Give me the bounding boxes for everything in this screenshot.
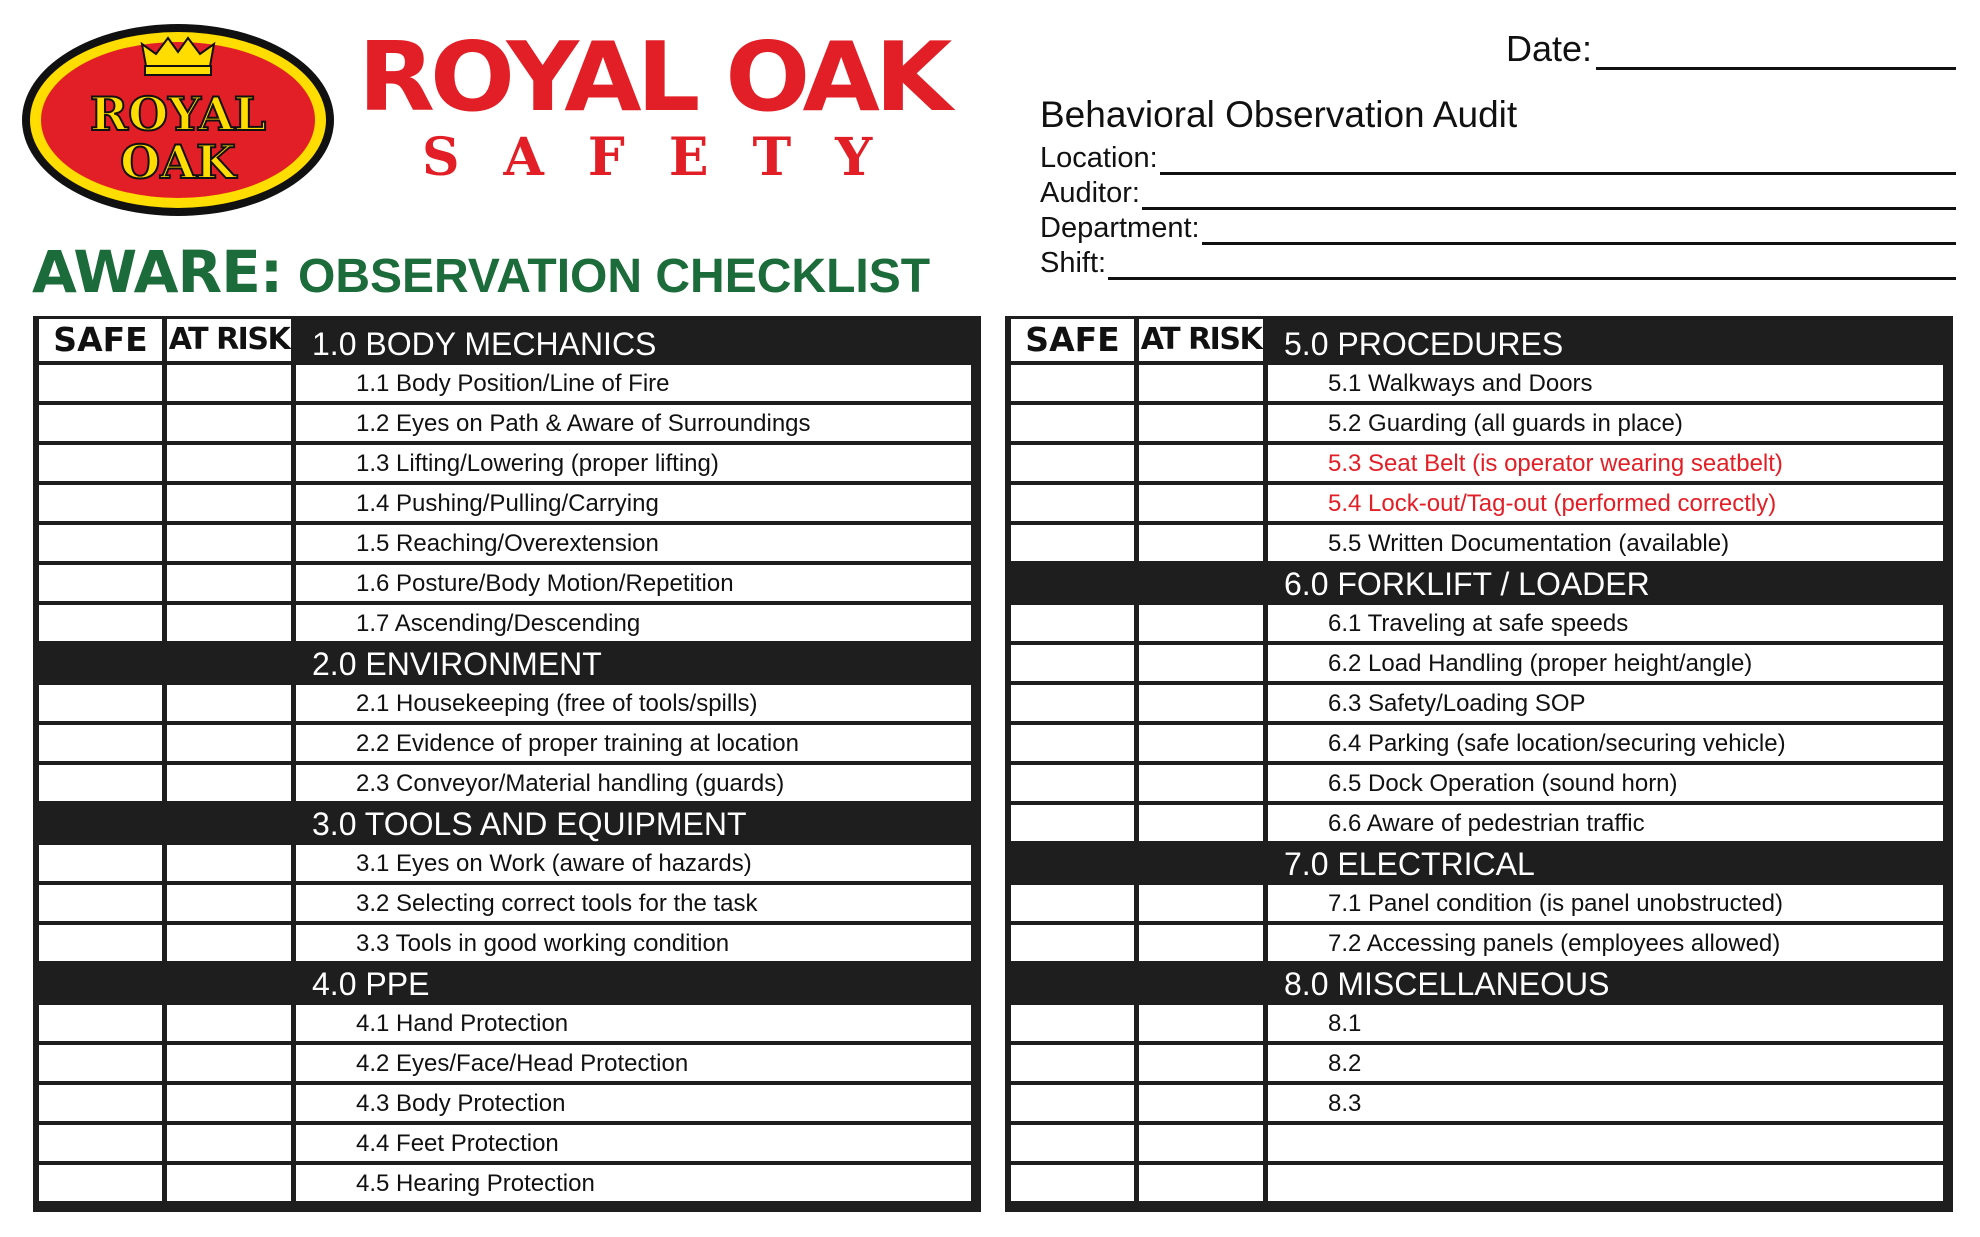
column-header-at-risk: AT RISK bbox=[1139, 319, 1263, 361]
location-field bbox=[1040, 141, 1956, 175]
checklist-item-label: 5.1 Walkways and Doors bbox=[1328, 370, 1593, 397]
safe-checkbox-cell[interactable] bbox=[1011, 805, 1134, 841]
at-risk-checkbox-cell[interactable] bbox=[1139, 525, 1263, 561]
checklist-panel-left bbox=[33, 316, 981, 1212]
checklist-item-label: 3.3 Tools in good working condition bbox=[356, 930, 730, 957]
safe-checkbox-cell[interactable] bbox=[1011, 1085, 1134, 1121]
at-risk-checkbox-cell[interactable] bbox=[167, 485, 291, 521]
checklist-item-label: 2.3 Conveyor/Material handling (guards) bbox=[356, 770, 785, 797]
safe-checkbox-cell[interactable] bbox=[1011, 365, 1134, 401]
checklist-item-label: 6.1 Traveling at safe speeds bbox=[1328, 610, 1629, 637]
field-label: Department: bbox=[1040, 212, 1200, 244]
audit-title: Behavioral Observation Audit bbox=[1040, 94, 1518, 135]
checklist-item-label: 4.1 Hand Protection bbox=[356, 1010, 569, 1037]
at-risk-checkbox-cell[interactable] bbox=[1139, 685, 1263, 721]
at-risk-checkbox-cell[interactable] bbox=[1139, 765, 1263, 801]
safe-checkbox-cell[interactable] bbox=[39, 1005, 162, 1041]
checklist-item-label: 8.1 bbox=[1328, 1010, 1362, 1037]
at-risk-checkbox-cell[interactable] bbox=[167, 1165, 291, 1201]
at-risk-checkbox-cell[interactable] bbox=[1139, 1165, 1263, 1201]
at-risk-checkbox-cell[interactable] bbox=[167, 725, 291, 761]
date-label: Date: bbox=[1506, 28, 1593, 69]
at-risk-checkbox-cell[interactable] bbox=[167, 885, 291, 921]
at-risk-checkbox-cell[interactable] bbox=[1139, 605, 1263, 641]
item-cell bbox=[1268, 1005, 1943, 1041]
safe-checkbox-cell[interactable] bbox=[1011, 525, 1134, 561]
checklist-item-label: 5.5 Written Documentation (available) bbox=[1328, 530, 1730, 557]
checklist-panel-right bbox=[1005, 316, 1953, 1212]
checklist-item-label: 1.7 Ascending/Descending bbox=[356, 610, 641, 637]
section-header: 8.0 MISCELLANEOUS bbox=[1284, 966, 1610, 1002]
section-header: 7.0 ELECTRICAL bbox=[1284, 846, 1535, 882]
svg-text:OAK: OAK bbox=[120, 135, 236, 189]
location-input-line[interactable] bbox=[1160, 146, 1956, 175]
svg-text:ROYAL: ROYAL bbox=[89, 87, 267, 141]
safe-checkbox-cell[interactable] bbox=[39, 765, 162, 801]
at-risk-checkbox-cell[interactable] bbox=[167, 605, 291, 641]
checklist-item-label: 4.2 Eyes/Face/Head Protection bbox=[356, 1050, 689, 1077]
at-risk-checkbox-cell[interactable] bbox=[1139, 925, 1263, 961]
auditor-input-line[interactable] bbox=[1142, 181, 1956, 210]
checklist-item-label: 7.1 Panel condition (is panel unobstructed) bbox=[1328, 890, 1783, 917]
safe-checkbox-cell[interactable] bbox=[39, 685, 162, 721]
checklist-item-label: 6.2 Load Handling (proper height/angle) bbox=[1328, 650, 1753, 677]
checklist-item-label: 6.4 Parking (safe location/securing vehicle) bbox=[1328, 730, 1786, 757]
at-risk-checkbox-cell[interactable] bbox=[1139, 1125, 1263, 1161]
at-risk-checkbox-cell[interactable] bbox=[1139, 445, 1263, 481]
safe-checkbox-cell[interactable] bbox=[39, 525, 162, 561]
checklist-item-label: 8.2 bbox=[1328, 1050, 1362, 1077]
safe-checkbox-cell[interactable] bbox=[39, 1165, 162, 1201]
item-cell bbox=[1268, 1045, 1943, 1081]
checklist-item-label: 6.5 Dock Operation (sound horn) bbox=[1328, 770, 1678, 797]
brand-title: ROYAL OAK bbox=[358, 21, 948, 133]
at-risk-checkbox-cell[interactable] bbox=[1139, 405, 1263, 441]
safe-checkbox-cell[interactable] bbox=[1011, 1045, 1134, 1081]
safe-checkbox-cell[interactable] bbox=[1011, 645, 1134, 681]
at-risk-checkbox-cell[interactable] bbox=[167, 445, 291, 481]
at-risk-checkbox-cell[interactable] bbox=[1139, 805, 1263, 841]
at-risk-checkbox-cell[interactable] bbox=[167, 405, 291, 441]
checklist-title-text: OBSERVATION CHECKLIST bbox=[298, 250, 931, 303]
checklist-item-label: 6.6 Aware of pedestrian traffic bbox=[1328, 810, 1645, 837]
field-label: Shift: bbox=[1040, 247, 1107, 279]
section-header: 2.0 ENVIRONMENT bbox=[312, 646, 602, 682]
safe-checkbox-cell[interactable] bbox=[39, 365, 162, 401]
safe-checkbox-cell[interactable] bbox=[1011, 725, 1134, 761]
at-risk-checkbox-cell[interactable] bbox=[167, 925, 291, 961]
checklist-item-label: 4.5 Hearing Protection bbox=[356, 1170, 595, 1197]
checklist-item-label: 3.2 Selecting correct tools for the task bbox=[356, 890, 758, 917]
shift-input-line[interactable] bbox=[1108, 251, 1956, 280]
safe-checkbox-cell[interactable] bbox=[39, 405, 162, 441]
at-risk-checkbox-cell[interactable] bbox=[1139, 365, 1263, 401]
checklist-title-bold: AWARE: bbox=[32, 238, 283, 306]
section-header: 6.0 FORKLIFT / LOADER bbox=[1284, 566, 1650, 602]
safe-checkbox-cell[interactable] bbox=[1011, 1005, 1134, 1041]
safe-checkbox-cell[interactable] bbox=[39, 725, 162, 761]
at-risk-checkbox-cell[interactable] bbox=[167, 765, 291, 801]
at-risk-checkbox-cell[interactable] bbox=[1139, 885, 1263, 921]
brand-subtitle: SAFETY bbox=[422, 127, 917, 188]
checklist-item-label: 3.1 Eyes on Work (aware of hazards) bbox=[356, 850, 752, 877]
item-cell bbox=[1268, 1125, 1943, 1161]
checklist-item-label: 5.3 Seat Belt (is operator wearing seatbelt) bbox=[1328, 450, 1783, 477]
auditor-field bbox=[1040, 176, 1956, 210]
safe-checkbox-cell[interactable] bbox=[39, 1125, 162, 1161]
checklist-item-label: 1.3 Lifting/Lowering (proper lifting) bbox=[356, 450, 719, 477]
at-risk-checkbox-cell[interactable] bbox=[1139, 645, 1263, 681]
safe-checkbox-cell[interactable] bbox=[1011, 885, 1134, 921]
item-cell bbox=[1268, 1085, 1943, 1121]
section-header: 1.0 BODY MECHANICS bbox=[312, 326, 657, 362]
checklist-item-label: 2.2 Evidence of proper training at location bbox=[356, 730, 799, 757]
section-header: 3.0 TOOLS AND EQUIPMENT bbox=[312, 806, 747, 842]
date-input-line[interactable] bbox=[1596, 37, 1956, 70]
section-header: 4.0 PPE bbox=[312, 966, 430, 1002]
safe-checkbox-cell[interactable] bbox=[1011, 445, 1134, 481]
checklist-item-label: 1.1 Body Position/Line of Fire bbox=[356, 370, 670, 397]
safe-checkbox-cell[interactable] bbox=[39, 925, 162, 961]
safe-checkbox-cell[interactable] bbox=[39, 445, 162, 481]
safe-checkbox-cell[interactable] bbox=[39, 845, 162, 881]
section-header: 5.0 PROCEDURES bbox=[1284, 326, 1564, 362]
checklist-item-label: 1.4 Pushing/Pulling/Carrying bbox=[356, 490, 659, 517]
at-risk-checkbox-cell[interactable] bbox=[1139, 725, 1263, 761]
safe-checkbox-cell[interactable] bbox=[1011, 605, 1134, 641]
checklist-item-label: 7.2 Accessing panels (employees allowed) bbox=[1328, 930, 1781, 957]
at-risk-checkbox-cell[interactable] bbox=[167, 565, 291, 601]
royal-oak-logo bbox=[18, 18, 338, 218]
column-header-safe: SAFE bbox=[1011, 319, 1134, 361]
at-risk-checkbox-cell[interactable] bbox=[1139, 485, 1263, 521]
checklist-item-label: 4.4 Feet Protection bbox=[356, 1130, 559, 1157]
safe-checkbox-cell[interactable] bbox=[1011, 1125, 1134, 1161]
safe-checkbox-cell[interactable] bbox=[1011, 925, 1134, 961]
safe-checkbox-cell[interactable] bbox=[1011, 685, 1134, 721]
checklist-title bbox=[32, 238, 931, 306]
checklist-item-label: 5.4 Lock-out/Tag-out (performed correctly) bbox=[1328, 490, 1777, 517]
at-risk-checkbox-cell[interactable] bbox=[167, 1085, 291, 1121]
checklist-item-label: 8.3 bbox=[1328, 1090, 1362, 1117]
safe-checkbox-cell[interactable] bbox=[39, 1085, 162, 1121]
safe-checkbox-cell[interactable] bbox=[39, 1045, 162, 1081]
safe-checkbox-cell[interactable] bbox=[1011, 765, 1134, 801]
safe-checkbox-cell[interactable] bbox=[1011, 1165, 1134, 1201]
field-label: Auditor: bbox=[1040, 177, 1140, 209]
at-risk-checkbox-cell[interactable] bbox=[167, 365, 291, 401]
at-risk-checkbox-cell[interactable] bbox=[167, 1045, 291, 1081]
date-field bbox=[1506, 28, 1956, 70]
at-risk-checkbox-cell[interactable] bbox=[167, 685, 291, 721]
safe-checkbox-cell[interactable] bbox=[39, 605, 162, 641]
item-cell bbox=[1268, 1165, 1943, 1201]
checklist-item-label: 1.2 Eyes on Path & Aware of Surroundings bbox=[356, 410, 811, 437]
safe-checkbox-cell[interactable] bbox=[1011, 405, 1134, 441]
field-label: Location: bbox=[1040, 142, 1158, 174]
department-input-line[interactable] bbox=[1202, 216, 1956, 245]
at-risk-checkbox-cell[interactable] bbox=[167, 1005, 291, 1041]
column-header-at-risk: AT RISK bbox=[167, 319, 291, 361]
department-field bbox=[1040, 211, 1956, 245]
checklist-item-label: 4.3 Body Protection bbox=[356, 1090, 566, 1117]
safe-checkbox-cell[interactable] bbox=[39, 565, 162, 601]
safe-checkbox-cell[interactable] bbox=[39, 485, 162, 521]
at-risk-checkbox-cell[interactable] bbox=[1139, 1085, 1263, 1121]
at-risk-checkbox-cell[interactable] bbox=[1139, 1005, 1263, 1041]
checklist-item-label: 2.1 Housekeeping (free of tools/spills) bbox=[356, 690, 758, 717]
at-risk-checkbox-cell[interactable] bbox=[1139, 1045, 1263, 1081]
column-header-safe: SAFE bbox=[39, 319, 162, 361]
at-risk-checkbox-cell[interactable] bbox=[167, 1125, 291, 1161]
safe-checkbox-cell[interactable] bbox=[39, 885, 162, 921]
checklist-item-label: 1.6 Posture/Body Motion/Repetition bbox=[356, 570, 734, 597]
checklist-item-label: 1.5 Reaching/Overextension bbox=[356, 530, 659, 557]
checklist-item-label: 6.3 Safety/Loading SOP bbox=[1328, 690, 1586, 717]
safe-checkbox-cell[interactable] bbox=[1011, 485, 1134, 521]
shift-field bbox=[1040, 246, 1956, 280]
checklist-item-label: 5.2 Guarding (all guards in place) bbox=[1328, 410, 1683, 437]
at-risk-checkbox-cell[interactable] bbox=[167, 845, 291, 881]
at-risk-checkbox-cell[interactable] bbox=[167, 525, 291, 561]
